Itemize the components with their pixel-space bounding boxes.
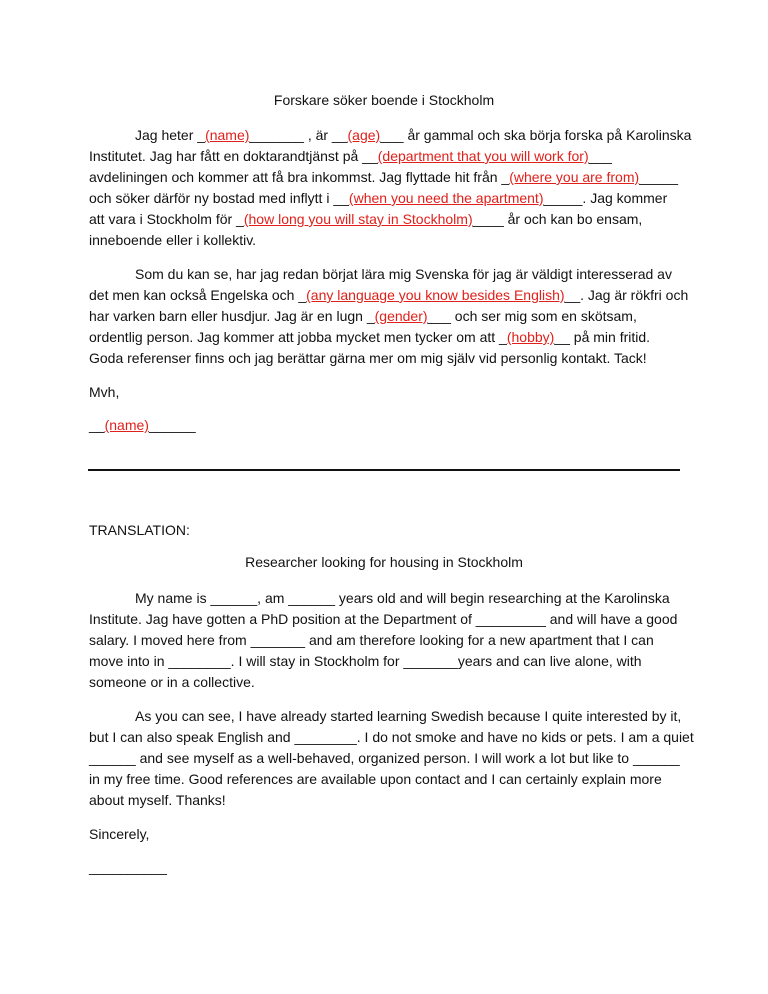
fill-in-signature-name: (name) (104, 417, 149, 433)
fill-in-move-date: (when you need the apartment) (348, 190, 544, 206)
swedish-p1-line-1: Jag heter _(name)_______ , är __(age)___ år gammal och ska börja forska på Karolinska (135, 127, 692, 143)
translation-title: Researcher looking for housing in Stockholm (245, 554, 523, 570)
fill-in-gender: (gender) (374, 308, 428, 324)
fill-in-department: (department that you will work for) (377, 148, 589, 164)
translation-p1-line-5: someone or in a collective. (89, 674, 255, 690)
fill-in-duration: (how long you will stay in Stockholm) (243, 211, 473, 227)
translation-signature: __________ (89, 859, 167, 875)
translation-p1-line-3: salary. I moved here from _______ and am therefore looking for a new apartment that I can (89, 632, 654, 648)
translation-p2-line-2: but I can also speak English and ________. I do not smoke and have no kids or pets. I am a quiet (89, 729, 694, 745)
swedish-p2-line-5: Goda referenser finns och jag berättar gärna mer om mig själv vid personlig kontakt. Tack! (89, 350, 647, 366)
translation-p2-line-4: in my free time. Good references are available upon contact and I can certainly explain more (89, 771, 662, 787)
swedish-p2-line-3: har varken barn eller husdjur. Jag är en lugn _(gender)___ och ser mig som en skötsam, (89, 308, 637, 324)
swedish-p1-line-6: inneboende eller i kollektiv. (89, 232, 257, 248)
translation-p1-line-2: Institute. Jag have gotten a PhD position at the Department of _________ and will have a good (89, 611, 678, 627)
swedish-closing: Mvh, (89, 384, 120, 400)
translation-p2-line-5: about myself. Thanks! (89, 792, 226, 808)
swedish-p1-line-3: avdeliningen och kommer att få bra inkommst. Jag flyttade hit från _(where you are from)_____ (89, 169, 679, 185)
swedish-p1-line-4: och söker därför ny bostad med inflytt i __(when you need the apartment)_____. Jag kommer (89, 190, 668, 206)
translation-closing: Sincerely, (89, 826, 150, 842)
section-divider (88, 469, 680, 471)
fill-in-hobby: (hobby) (506, 329, 555, 345)
swedish-p1-line-5: att vara i Stockholm för _(how long you will stay in Stockholm)____ år och kan bo ensam, (89, 211, 643, 227)
translation-p1-line-4: move into in ________. I will stay in Stockholm for _______years and can live alone, with (89, 653, 642, 669)
fill-in-origin: (where you are from) (509, 169, 640, 185)
fill-in-age: (age) (347, 127, 381, 143)
fill-in-name: (name) (205, 127, 250, 143)
fill-in-language: (any language you know besides English) (306, 287, 565, 303)
swedish-p2-line-1: Som du kan se, har jag redan börjat lära mig Svenska för jag är väldigt interesserad av (135, 266, 672, 282)
translation-heading: TRANSLATION: (89, 522, 190, 538)
swedish-signature: __(name)______ (89, 417, 196, 433)
translation-p2-line-1: As you can see, I have already started learning Swedish because I quite interested by it, (135, 708, 682, 724)
swedish-p2-line-4: ordentlig person. Jag kommer att jobba mycket men tycker om att _(hobby)__ på min fritid. (89, 329, 651, 345)
translation-p2-line-3: ______ and see myself as a well-behaved, organized person. I will work a lot but like to ______ (89, 750, 680, 766)
translation-p1-line-1: My name is ______, am ______ years old and will begin researching at the Karolinska (135, 590, 670, 606)
swedish-p2-line-2: det men kan också Engelska och _(any language you know besides English)__. Jag är rökfri och (89, 287, 689, 303)
swedish-title: Forskare söker boende i Stockholm (273, 92, 495, 108)
swedish-p1-line-2: Institutet. Jag har fått en doktarandtjänst på __(department that you will work for)___ (89, 148, 612, 164)
